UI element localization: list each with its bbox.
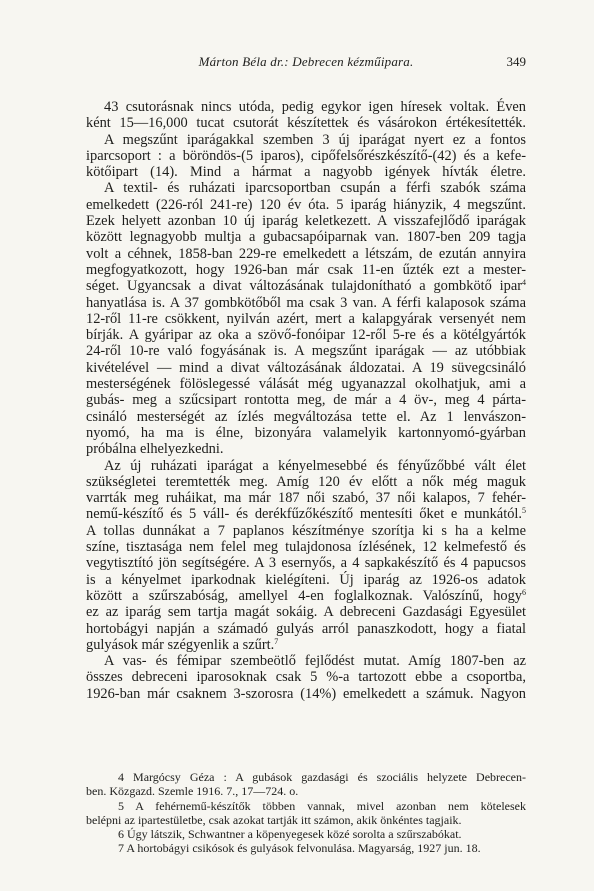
footnote-line: 7 A hortobágyi csikósok és gulyások felvonulása. Magyarság, 1927 jun. 18.	[118, 841, 481, 856]
body-line: mesterségének fölöslegessé válását még ugyanazzal okolhatjuk, ami a	[86, 376, 526, 393]
footnote-ref: 7	[274, 636, 279, 646]
body-line: próbálna elhelyezkedni.	[86, 441, 224, 458]
footnote-ref: 4	[522, 278, 526, 288]
footnote-line: 6 Úgy látszik, Schwantner a köpenyegesek közé sorolta a szűrszabókat.	[118, 827, 462, 842]
body-line: színe, tisztasága nem felel meg tulajdonosa ízlésének, 12 kelmefestő és	[86, 539, 526, 556]
body-line: hortobágyi napján a számadó gulyás arról panaszkodott, hogy a fiatal	[86, 620, 526, 637]
body-line: Ezek helyett azonban 10 új iparág keletkezett. A visszafejlődő iparágak	[86, 213, 526, 230]
footnote-line: 4 Margócsy Géza : A gubások gazdasági és szociális helyzete Debrecen-	[118, 770, 526, 784]
footnote-line: 5 A fehérnemű-készítők többen vannak, mivel azonban nem kötelesek	[118, 798, 526, 813]
body-line: 12-ről 11-re csökkent, nyilván azért, mert a kalapgyárak versenyét nem	[86, 310, 526, 327]
footnotes	[86, 770, 526, 856]
body-line: összes debreceni iparosoknak csak 5 %-a tartozott ebbe a csoportba,	[86, 669, 526, 686]
body-line: A tollas dunnákat a 7 paplanos készítménye szorítja ki s ha a kelme	[86, 522, 526, 539]
body-line: A megszűnt iparágakkal szemben 3 új iparágat nyert ez a fontos	[104, 131, 526, 148]
page-number: 349	[506, 54, 526, 69]
body-line: gulyások már szégyenlik a szűrt.$^7$	[86, 636, 279, 653]
body-line: ez az iparág sem tartja magát sokáig. A debreceni Gazdasági Egyesület	[86, 604, 526, 621]
body-line: gubás- meg a szűcsipart rontotta meg, de már a 4 öv-, meg 4 pártа-	[86, 392, 526, 409]
footnote-line: belépni az ipartestületbe, csak azokat tartják itt számon, akik önkéntes tagjaik.	[86, 812, 462, 827]
body-line: emelkedett (226-ról 241-re) 120 év óta. 5 iparág hiányzik, 4 megszűnt.	[86, 196, 526, 213]
body-line: séget. Ugyancsak a divat változásának tulajdonítható a gombkötő ipar$^4$	[86, 278, 526, 295]
body-line: kivételével — mind a divat változásának áldozatai. A 19 süvegcsináló	[86, 359, 526, 376]
body-line: is a kényelmet iparkodnak kielégíteni. Új iparág az 1926-os adatok	[86, 571, 526, 588]
running-header	[86, 54, 526, 72]
footnote-line: ben. Közgazd. Szemle 1916. 7., 17—724. o.	[86, 784, 299, 799]
body-line: A vas- és fémipar szembeötlő fejlődést mutat. Amíg 1807-ben az	[104, 653, 526, 670]
body-line: között a szűrszabóság, amellyel 4-en foglalkoznak. Valószínű, hogy$^6$	[86, 587, 526, 604]
body-line: nemű-készítő és 5 váll- és derékfűzőkészítő mentesíti őket e munkától.$^5$	[86, 506, 526, 523]
body-line: csináló mesterségét az ízlés megváltozása tette el. Az 1 lenvászon-	[86, 408, 526, 425]
body-line: megfogyatkozott, hogy 1926-ban már csak 11-en űzték ezt a mester-	[86, 261, 526, 278]
body-line: vegytisztító jön segítségére. A 3 esernyős, a 4 sapkakészítő és 4 papucsos	[86, 555, 526, 572]
body-line: 43 csutorásnak nincs utóda, pedig egykor igen híresek voltak. Éven	[104, 99, 526, 115]
body-line: 1926-ban már csaknem 3-szorosra (14%) emelkedett a számuk. Nagyon	[86, 685, 526, 702]
body-line: Az új ruházati iparágat a kényelmesebbé és fényűzőbbé vált élet	[104, 457, 526, 474]
body-line: ként 15—16,000 tucat csutorát készítettek és vásárokon értékesítették.	[86, 115, 526, 132]
body-line: A textil- és ruházati iparcsoportban csupán a férfi szabók száma	[104, 180, 526, 197]
footnote-ref: 5	[522, 506, 526, 516]
body-line: bírják. A gyáripar az oka a szövő-fonóipar 12-ről 5-re és a kötélgyártók	[86, 327, 526, 344]
body-line: iparcsoport : a böröndös-(5 iparos), cipőfelsőrészkészítő-(42) és a kefe-	[86, 147, 526, 164]
body-line: varrták meg ruháikat, ma már 187 női szabó, 37 női kalapos, 7 fehér-	[86, 490, 526, 507]
body-text	[86, 99, 526, 702]
body-line: nyomó, ha ma is élne, bizonyára valamelyik kartonnyomó-gyárban	[86, 424, 526, 441]
body-line: között legnagyobb multja a gubacsapóiparnak van. 1807-ben 209 tagja	[86, 229, 526, 246]
body-line: volt a céhnek, 1858-ban 229-re emelkedett a létszám, de ezután annyira	[86, 245, 526, 262]
footnote-ref: 6	[522, 587, 526, 597]
body-line: 24-ről 10-re való fogyásának is. A megszűnt iparágak — az utóbbiak	[86, 343, 526, 360]
running-title: Márton Béla dr.: Debrecen kézműipara.	[198, 54, 414, 69]
body-line: kötőipart (14). Mind a hármat a nagyobb igények hívták életre.	[86, 164, 526, 181]
body-line: szükségletei teremtették meg. Amíg 120 év előtt a nők még maguk	[86, 473, 526, 490]
body-line: hanyatlása is. A 37 gombkötőből ma csak 3 van. A férfi kalaposok száma	[86, 294, 526, 311]
